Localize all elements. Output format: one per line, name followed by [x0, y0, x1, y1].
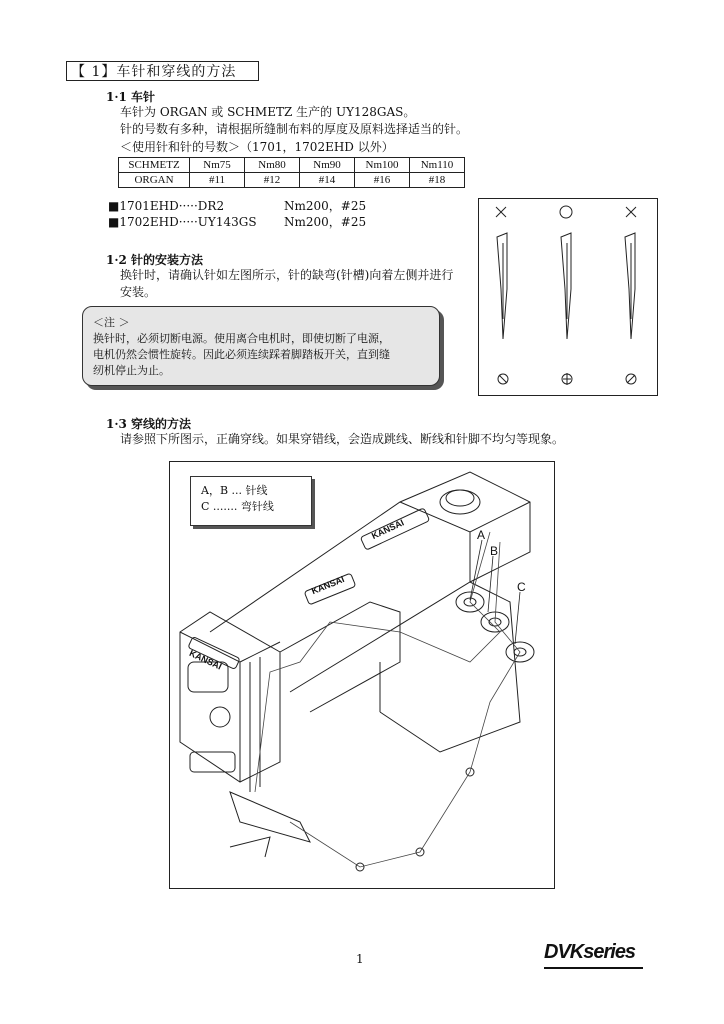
model-1701: ■1701EHD·····DR2: [108, 199, 225, 213]
brand-plate-top: KANSAI: [370, 517, 406, 542]
threading-desc: 请参照下所图示，正确穿线。如果穿错线，会造成跳线、断线和针脚不均匀等现象。: [120, 432, 565, 446]
table-cell: #18: [410, 173, 465, 188]
install-desc-2: 安装。: [120, 285, 157, 299]
logo-underline: [544, 967, 643, 969]
needle-desc-1: 车针为 ORGAN 或 SCHMETZ 生产的 UY128GAS。: [120, 105, 416, 119]
model-1702-size: Nm200，#25: [284, 215, 367, 229]
note-title: ＜注 ＞: [93, 316, 130, 329]
table-cell: Nm80: [245, 158, 300, 173]
install-desc-1: 换针时，请确认针如左图所示，针的缺弯(针槽)向着左侧并进行: [120, 268, 454, 282]
heading-install: 1·2 针的安装方法: [106, 253, 204, 267]
table-row: [119, 173, 465, 188]
legend-needle-thread: A，B ... 针线: [201, 484, 268, 497]
table-cell: ORGAN: [119, 173, 190, 188]
heading-needle: 1·1 车针: [106, 90, 156, 104]
table-cell: #16: [355, 173, 410, 188]
caution-note: [82, 306, 440, 386]
threading-legend: [190, 476, 312, 526]
needle-orientation-diagram: [478, 198, 658, 396]
page-number: 1: [356, 952, 364, 966]
table-cell: #14: [300, 173, 355, 188]
label-b: B: [490, 544, 499, 558]
note-line-1: 换针时，必须切断电源。使用离合电机时，即使切断了电源，: [93, 332, 390, 345]
table-cell: SCHMETZ: [119, 158, 190, 173]
note-line-2: 电机仍然会惯性旋转。因此必须连续踩着脚踏板开关，直到缝: [93, 348, 390, 361]
brand-plate-head: KANSAI: [187, 648, 224, 672]
table-row: [119, 158, 465, 173]
heading-threading: 1·3 穿线的方法: [106, 417, 192, 431]
needle-size-table: [118, 157, 465, 188]
legend-looper-thread: C ....... 弯针线: [201, 500, 274, 513]
table-cell: Nm75: [190, 158, 245, 173]
table-cell: Nm110: [410, 158, 465, 173]
table-cell: Nm90: [300, 158, 355, 173]
table-cell: #11: [190, 173, 245, 188]
needle-illustration: [479, 199, 656, 394]
note-line-3: 纫机停止为止。: [93, 364, 170, 377]
model-1702: ■1702EHD·····UY143GS: [108, 215, 257, 229]
series-logo: DVKseries: [544, 941, 636, 963]
table-cell: Nm100: [355, 158, 410, 173]
needle-desc-2: 针的号数有多种，请根据所缝制布料的厚度及原料选择适当的针。: [120, 122, 469, 136]
section-title: 【 1】车针和穿线的方法: [66, 61, 259, 81]
model-1701-size: Nm200，#25: [284, 199, 367, 213]
label-c: C: [517, 580, 526, 594]
table-cell: #12: [245, 173, 300, 188]
label-a: A: [477, 528, 486, 542]
table-caption: ＜使用针和针的号数＞（1701，1702EHD 以外）: [120, 140, 394, 154]
brand-plate-arm: KANSAI: [310, 574, 346, 597]
